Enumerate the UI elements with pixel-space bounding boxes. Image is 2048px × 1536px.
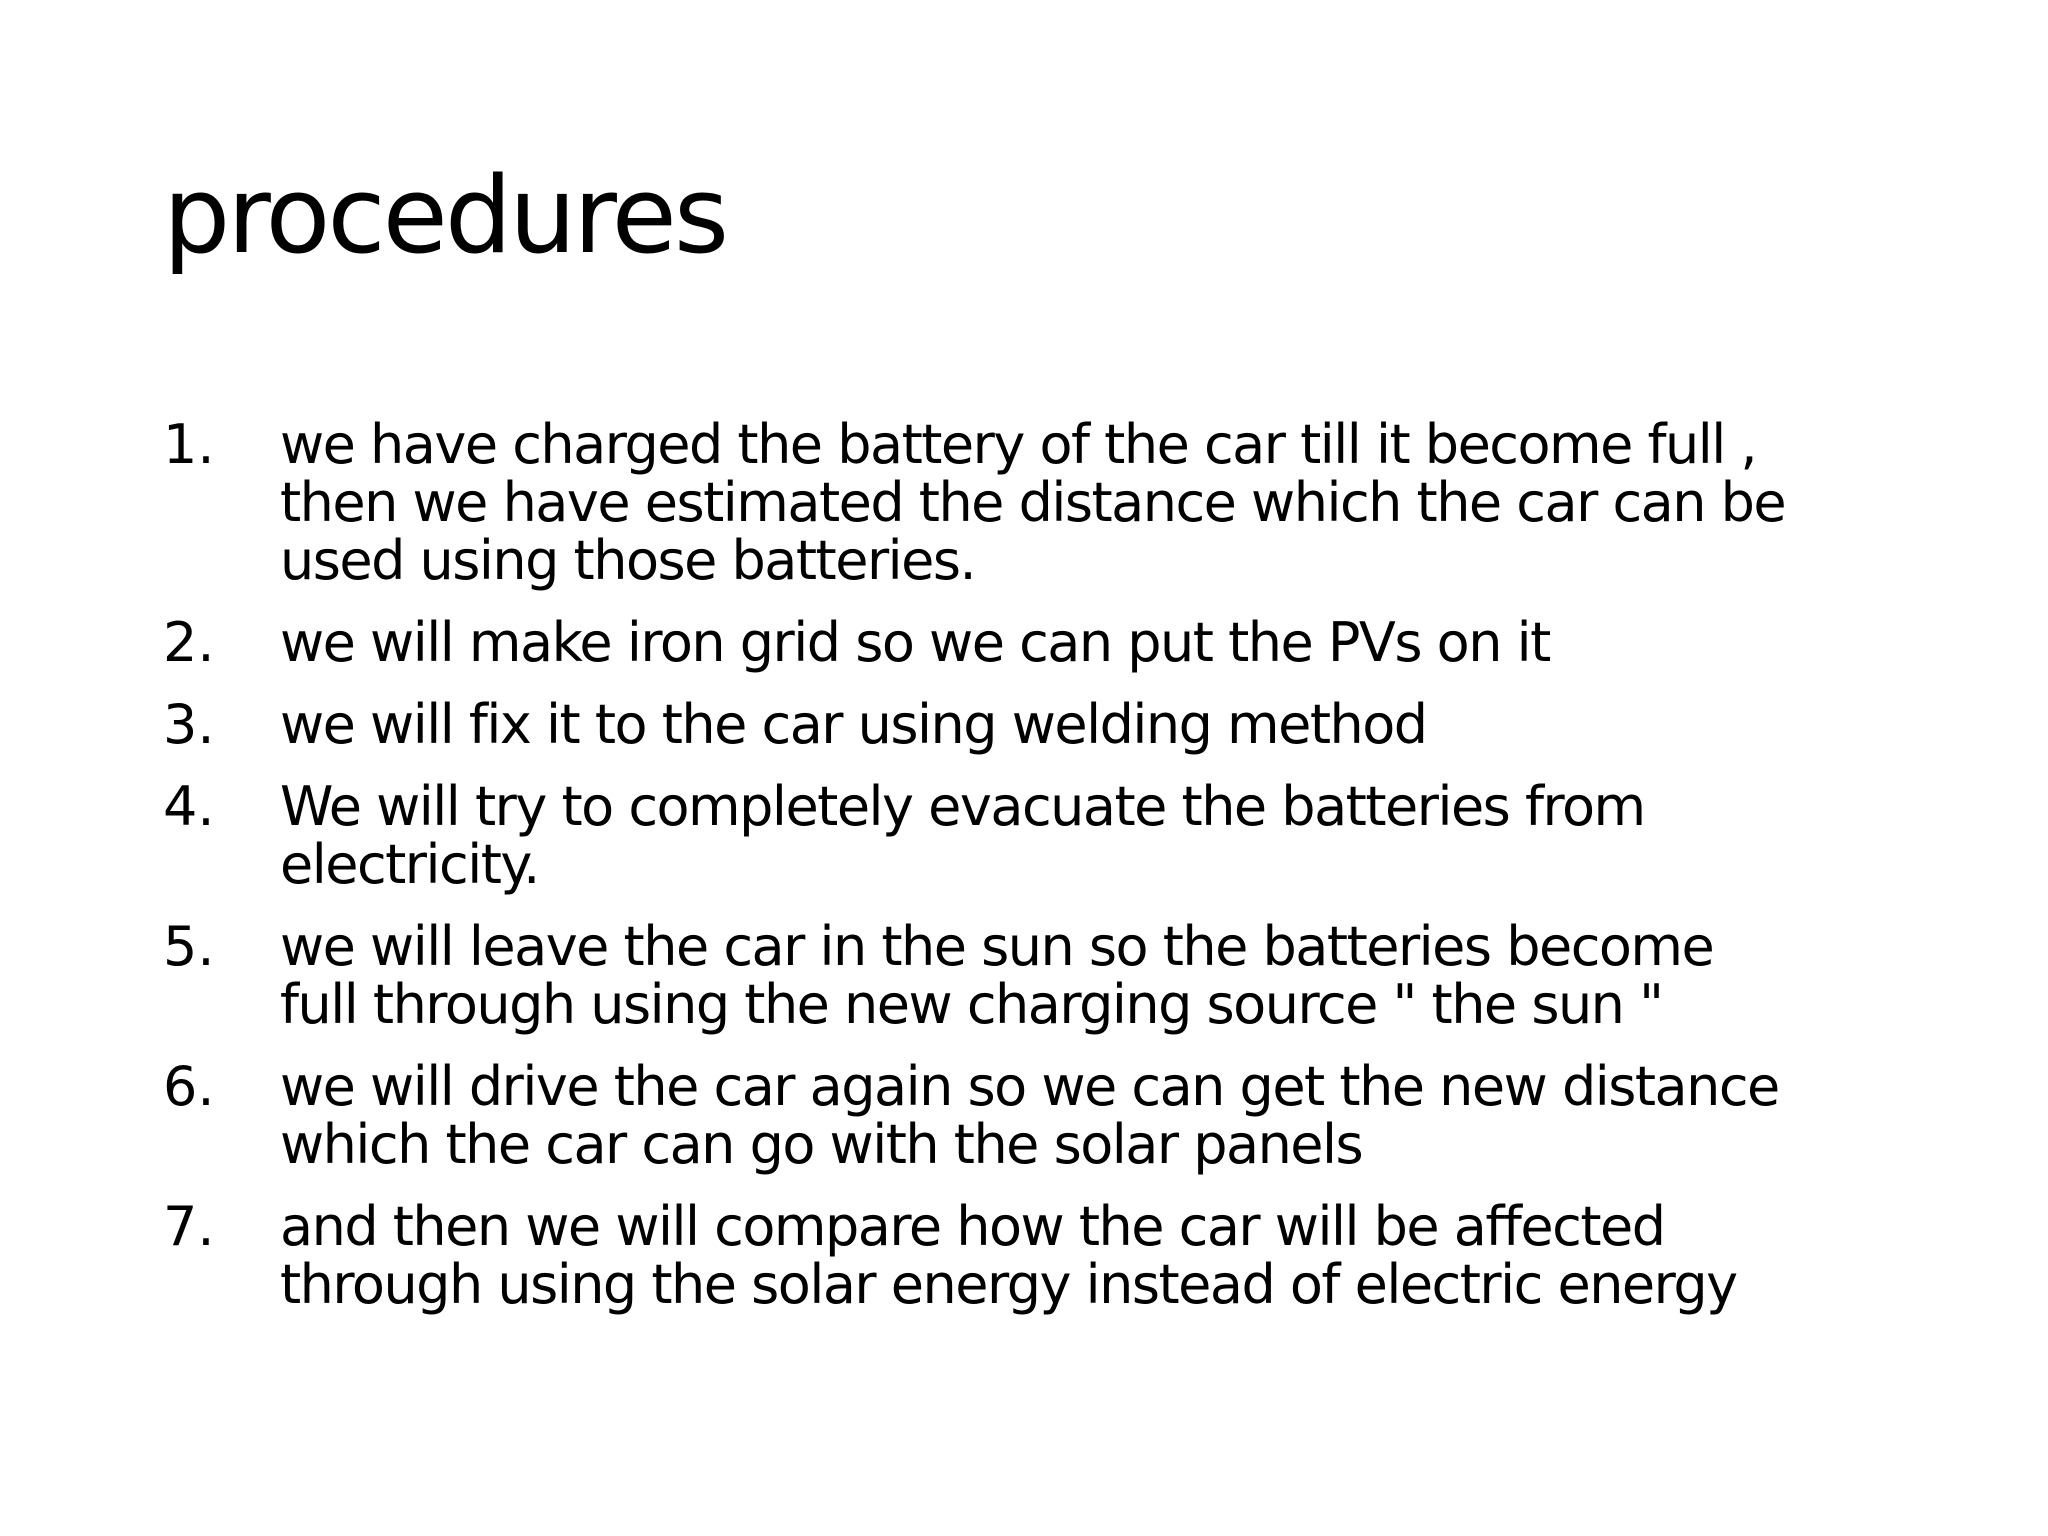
item-text: we will leave the car in the sun so the batteries become full through using the new charging source " the sun " — [280, 915, 1714, 1036]
item-text: we will fix it to the car using welding method — [280, 693, 1427, 756]
item-number: 5. — [163, 915, 215, 978]
item-number: 6. — [163, 1055, 215, 1118]
item-text: and then we will compare how the car will be affected through using the solar energy instead of electric energy — [280, 1195, 1737, 1316]
item-text: we will make iron grid so we can put the PVs on it — [280, 611, 1550, 674]
item-number: 4. — [163, 775, 215, 838]
list-item — [163, 1055, 1923, 1176]
list-item — [163, 413, 1923, 592]
list-item — [163, 693, 1923, 756]
item-number: 7. — [163, 1195, 215, 1258]
list-item — [163, 611, 1923, 674]
item-text: we will drive the car again so we can get the new distance which the car can go with the solar panels — [280, 1055, 1779, 1176]
item-number: 3. — [163, 693, 215, 756]
list-item — [163, 775, 1923, 896]
procedure-list — [163, 413, 1923, 1338]
slide-title: procedures — [163, 154, 727, 277]
list-item — [163, 915, 1923, 1036]
item-number: 2. — [163, 611, 215, 674]
item-number: 1. — [163, 413, 215, 476]
item-text: we have charged the battery of the car till it become full , then we have estimated the distance which the car can be used using those batteries. — [280, 413, 1786, 592]
item-text: We will try to completely evacuate the batteries from electricity. — [280, 775, 1645, 896]
list-item — [163, 1195, 1923, 1316]
